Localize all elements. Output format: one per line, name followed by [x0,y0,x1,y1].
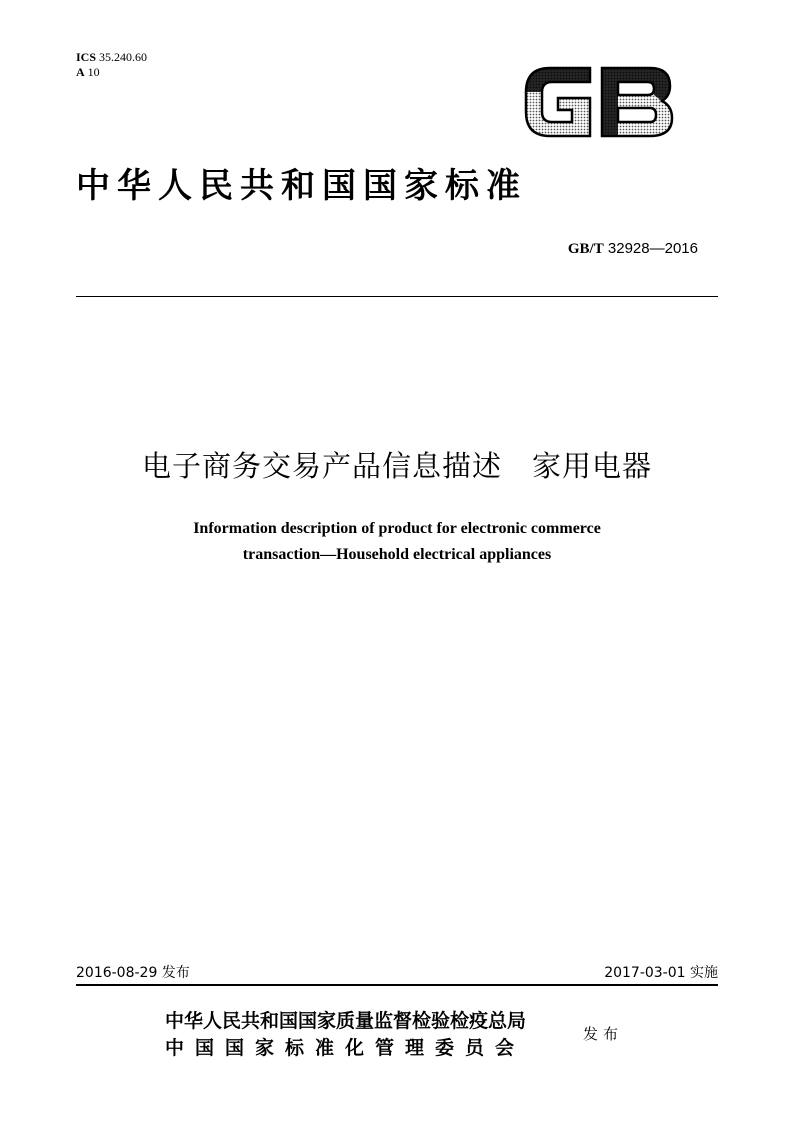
ics-line [76,50,147,65]
ccs-prefix: A [76,65,85,79]
ics-code: 35.240.60 [99,50,148,64]
ccs-line [76,65,147,80]
classification-codes [76,50,147,80]
issuer-sac: 中国国家标准化管理委员会 [165,1037,526,1059]
english-title-line-2: transaction—Household electrical appliances [242,546,552,563]
date-row [76,962,718,984]
gb-logo-icon [520,62,676,142]
standard-code-prefix: GB/T [567,241,604,257]
logo-text: GB [520,62,522,63]
ccs-code: 10 [87,65,100,79]
standard-body-title: 中华人民共和国国家标准 [76,166,527,206]
standard-code-number: 32928—2016 [607,240,698,257]
publish-label: 发布 [583,1025,624,1043]
document-title-chinese: 电子商务交易产品信息描述 家用电器 [141,449,652,483]
implementation-date: 2017-03-01 实施 [604,965,718,981]
issuing-authorities [165,1008,526,1062]
document-title-english [0,516,794,568]
ics-prefix: ICS [76,50,97,64]
footer-divider [76,984,718,986]
english-title-line-1: Information description of product for electronic commerce [193,520,601,537]
header-divider [76,296,718,297]
standard-code [568,240,698,258]
issue-date: 2016-08-29 发布 [76,965,190,981]
issuer-aqsiq: 中华人民共和国国家质量监督检验检疫总局 [165,1010,527,1032]
